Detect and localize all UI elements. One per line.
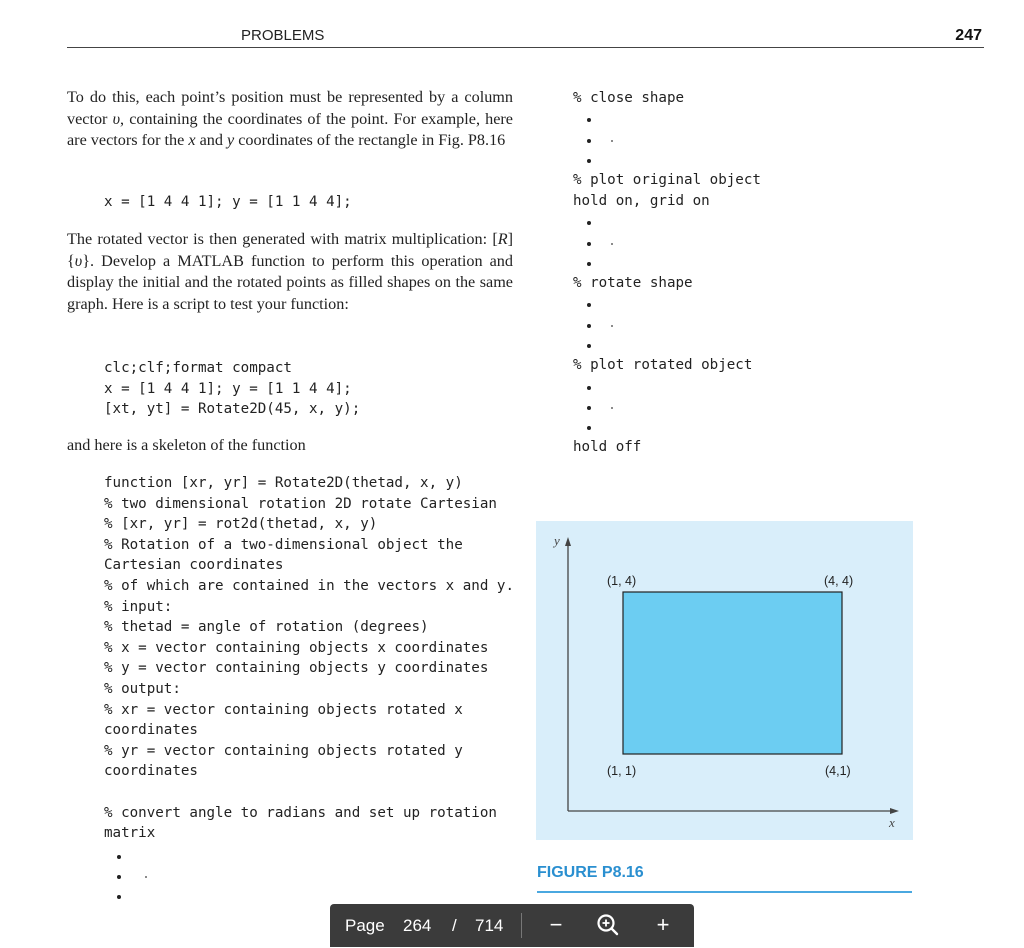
- code-line: % plot original object: [573, 172, 761, 188]
- caption-rule: [537, 891, 912, 893]
- code-line: clc;clf;format compact: [104, 360, 292, 376]
- ellipsis-dot: [145, 876, 147, 878]
- code-test-script: [104, 358, 360, 420]
- page-label: Page: [345, 916, 385, 935]
- code-line: [xt, yt] = Rotate2D(45, x, y);: [104, 401, 361, 418]
- ellipsis-dot: [587, 406, 591, 410]
- code-line: % convert angle to radians and set up rotation: [104, 804, 497, 821]
- ellipsis-dot: [611, 243, 613, 245]
- ellipsis-dot: [587, 221, 591, 225]
- ellipsis-dot: [611, 407, 613, 409]
- figure-p8-16: [536, 521, 913, 840]
- ellipsis-dot: [587, 324, 591, 328]
- code-line: % yr = vector containing objects rotated y: [104, 742, 463, 759]
- code-line: % xr = vector containing objects rotated x: [104, 701, 463, 718]
- code-line: x = [1 4 4 1]; y = [1 1 4 4];: [104, 380, 352, 397]
- ellipsis-dot: [587, 262, 591, 266]
- code-vectors: x = [1 4 4 1]; y = [1 1 4 4];: [104, 194, 352, 210]
- code-line: % Rotation of a two-dimensional object the: [104, 536, 463, 553]
- figure-caption: FIGURE P8.16: [537, 864, 644, 881]
- y-axis-label: y: [554, 533, 560, 548]
- total-pages: 714: [475, 916, 504, 935]
- code-line: % output:: [104, 680, 181, 697]
- paragraph-3: and here is a skeleton of the function: [67, 436, 306, 454]
- corner-label-bottom-right: (4,1): [825, 764, 851, 778]
- paragraph-1: To do this, each point’s position must be represented by a column vector υ, containing the coordinates of the point. For example, here are vectors for the x and y coordinates of the rectangle in Fig. P8.16: [67, 88, 513, 149]
- code-line: [104, 782, 514, 803]
- page-separator: /: [452, 916, 457, 935]
- toolbar-divider: [521, 913, 522, 938]
- code-plot-original: [573, 170, 761, 211]
- zoom-icon[interactable]: [593, 910, 623, 940]
- code-line: Cartesian coordinates: [104, 557, 284, 574]
- code-line: % y = vector containing objects y coordinates: [104, 660, 489, 677]
- code-line: hold on, grid on: [573, 192, 710, 209]
- zoom-in-button[interactable]: +: [656, 912, 670, 937]
- ellipsis-dot: [611, 140, 613, 142]
- running-head: PROBLEMS: [241, 27, 325, 44]
- comment-rotate-shape: % rotate shape: [573, 275, 693, 291]
- ellipsis-dot: [611, 325, 613, 327]
- ellipsis-dot: [587, 242, 591, 246]
- comment-close-shape: % close shape: [573, 90, 685, 106]
- zoom-out-button[interactable]: −: [549, 912, 563, 937]
- page-number: 247: [955, 27, 982, 44]
- code-line: % of which are contained in the vectors x and y.: [104, 577, 514, 594]
- ellipsis-dot: [117, 895, 121, 899]
- x-axis-label: x: [889, 815, 895, 830]
- rectangle-shape: [623, 592, 842, 754]
- x-axis-arrow: [890, 808, 899, 814]
- figure-drawing: [536, 521, 913, 840]
- ellipsis-dot: [587, 386, 591, 390]
- code-line: coordinates: [104, 722, 198, 739]
- y-axis-arrow: [565, 537, 571, 546]
- magnifier-glyph: [593, 910, 623, 940]
- ellipsis-dot: [587, 303, 591, 307]
- ellipsis-dot: [587, 118, 591, 122]
- current-page-field[interactable]: 264: [403, 916, 432, 935]
- code-function-skeleton: [104, 473, 514, 844]
- code-line: % x = vector containing objects x coordinates: [104, 639, 489, 656]
- ellipsis-dot: [587, 159, 591, 163]
- corner-label-top-left: (1, 4): [607, 574, 637, 588]
- code-line: % [xr, yr] = rot2d(thetad, x, y): [104, 516, 378, 533]
- code-line: function [xr, yr] = Rotate2D(thetad, x, y): [104, 475, 463, 491]
- ellipsis-dot: [587, 139, 591, 143]
- viewer-toolbar: [330, 904, 694, 947]
- code-line: % input:: [104, 598, 173, 615]
- corner-label-bottom-left: (1, 1): [607, 764, 637, 778]
- ellipsis-dot: [117, 855, 121, 859]
- code-hold-off: hold off: [573, 439, 642, 455]
- code-line: matrix: [104, 825, 156, 842]
- code-line: coordinates: [104, 763, 198, 780]
- comment-plot-rotated: % plot rotated object: [573, 357, 753, 373]
- ellipsis-dot: [117, 875, 121, 879]
- corner-label-top-right: (4, 4): [824, 574, 854, 588]
- ellipsis-dot: [587, 344, 591, 348]
- code-line: % two dimensional rotation 2D rotate Cartesian: [104, 495, 497, 512]
- code-line: % thetad = angle of rotation (degrees): [104, 619, 429, 636]
- paragraph-2: The rotated vector is then generated with matrix multiplication: [R]{υ}. Develop a MATLAB function to perform this operation and display the initial and the rotated points as filled shapes on the same graph. Here is a script to test your function:: [67, 230, 513, 313]
- ellipsis-dot: [587, 426, 591, 430]
- page-header: [67, 27, 984, 48]
